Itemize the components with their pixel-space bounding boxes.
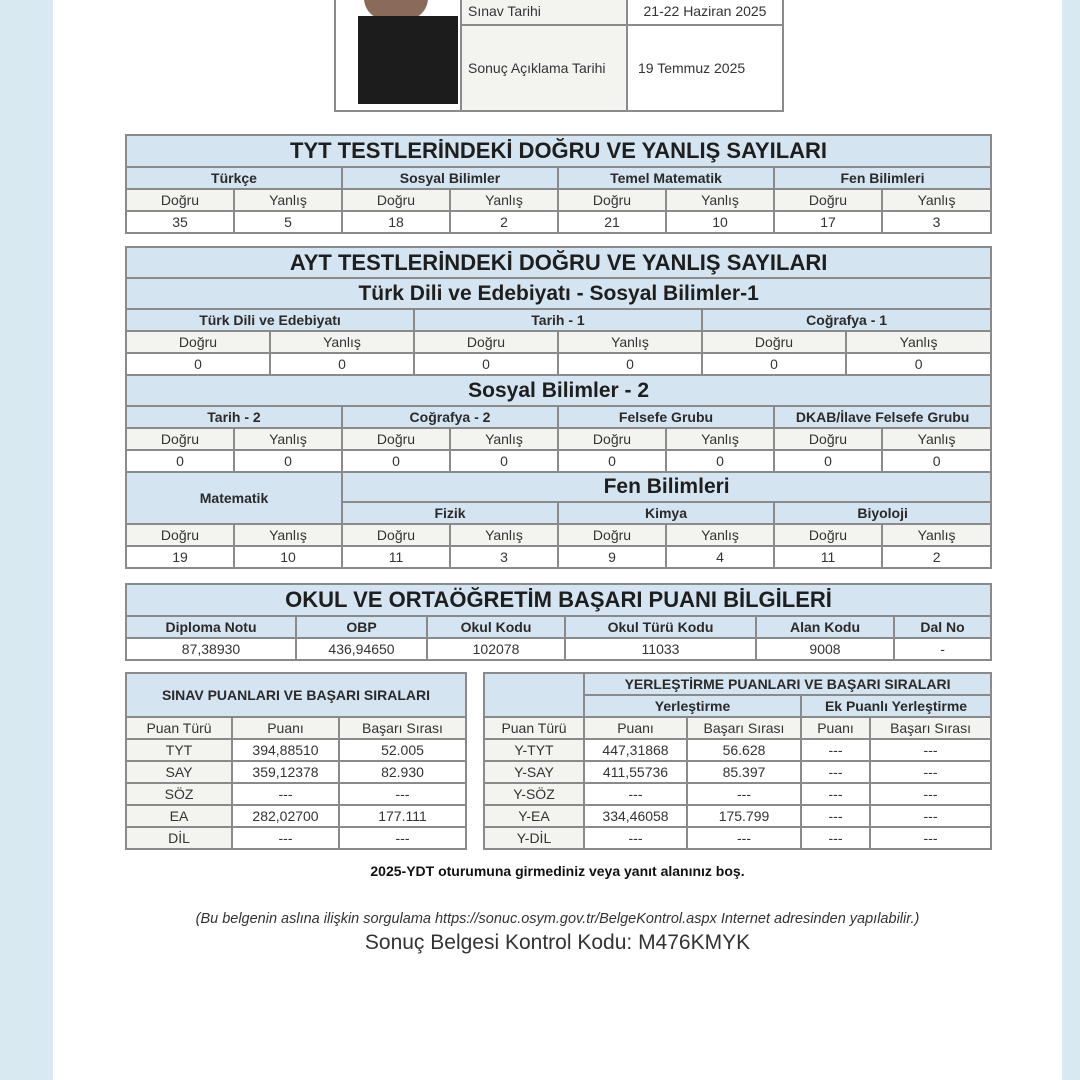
dogru-label: Doğru <box>342 428 450 450</box>
yanlis-label: Yanlış <box>450 428 558 450</box>
rank-value: --- <box>339 827 466 849</box>
ayt-subject-biyoloji: Biyoloji <box>774 502 991 524</box>
col-diploma-notu: Diploma Notu <box>126 616 296 638</box>
yanlis-label: Yanlış <box>666 524 774 546</box>
photo-redaction <box>358 16 458 104</box>
obp-value: 436,94650 <box>296 638 427 660</box>
exam-scores-title: SINAV PUANLARI VE BAŞARI SIRALARI <box>126 673 466 717</box>
ayt-felsefe-dogru: 0 <box>558 450 666 472</box>
table-row <box>126 827 466 849</box>
ayt-subject-matematik: Matematik <box>126 472 342 524</box>
ayt-tarih2-yanlis: 0 <box>234 450 342 472</box>
ayt-subject-cografya2: Coğrafya - 2 <box>342 406 558 428</box>
tyt-fen-dogru: 17 <box>774 211 882 233</box>
ayt-tarih1-dogru: 0 <box>414 353 558 375</box>
bonus-rank-value: --- <box>870 783 991 805</box>
table-row <box>126 761 466 783</box>
ayt-fizik-yanlis: 3 <box>450 546 558 568</box>
score-type: EA <box>126 805 232 827</box>
score-value: --- <box>584 783 687 805</box>
ayt-subject-fizik: Fizik <box>342 502 558 524</box>
exam-date-value: 21-22 Haziran 2025 <box>627 0 783 25</box>
col-ek-basari-sirasi: Başarı Sırası <box>870 717 991 739</box>
school-info-table <box>125 583 992 661</box>
exam-scores-table <box>125 672 467 850</box>
rank-value: 56.628 <box>687 739 801 761</box>
exam-info-table <box>334 0 784 112</box>
dogru-label: Doğru <box>414 331 558 353</box>
okul-turu-kodu-value: 11033 <box>565 638 756 660</box>
col-obp: OBP <box>296 616 427 638</box>
dogru-label: Doğru <box>126 524 234 546</box>
ayt-cografya2-yanlis: 0 <box>450 450 558 472</box>
tyt-subject-temel-matematik: Temel Matematik <box>558 167 774 189</box>
ayt-group2-title: Sosyal Bilimler - 2 <box>126 375 991 406</box>
table-row <box>484 805 991 827</box>
score-type: Y-EA <box>484 805 584 827</box>
dogru-label: Doğru <box>126 331 270 353</box>
score-type: SAY <box>126 761 232 783</box>
score-value: 334,46058 <box>584 805 687 827</box>
bonus-rank-value: --- <box>870 805 991 827</box>
score-value: --- <box>232 783 339 805</box>
tyt-fen-yanlis: 3 <box>882 211 991 233</box>
ayt-subject-tde: Türk Dili ve Edebiyatı <box>126 309 414 331</box>
rank-value: --- <box>687 783 801 805</box>
tyt-turkce-yanlis: 5 <box>234 211 342 233</box>
dogru-label: Doğru <box>342 524 450 546</box>
col-okul-kodu: Okul Kodu <box>427 616 565 638</box>
score-type: Y-SÖZ <box>484 783 584 805</box>
table-row <box>484 783 991 805</box>
candidate-photo <box>335 0 461 111</box>
rank-value: 52.005 <box>339 739 466 761</box>
col-puan-turu: Puan Türü <box>484 717 584 739</box>
ayt-subject-tarih2: Tarih - 2 <box>126 406 342 428</box>
dogru-label: Doğru <box>774 189 882 211</box>
alan-kodu-value: 9008 <box>756 638 894 660</box>
dogru-label: Doğru <box>558 189 666 211</box>
score-value: --- <box>232 827 339 849</box>
ayt-cografya2-dogru: 0 <box>342 450 450 472</box>
col-puani: Puanı <box>232 717 339 739</box>
col-dal-no: Dal No <box>894 616 991 638</box>
ayt-cografya1-yanlis: 0 <box>846 353 991 375</box>
placement-title: YERLEŞTİRME PUANLARI VE BAŞARI SIRALARI <box>584 673 991 695</box>
score-value: --- <box>584 827 687 849</box>
yanlis-label: Yanlış <box>270 331 414 353</box>
ayt-tarih1-yanlis: 0 <box>558 353 702 375</box>
bonus-rank-value: --- <box>870 761 991 783</box>
table-row <box>126 783 466 805</box>
ayt-dkab-dogru: 0 <box>774 450 882 472</box>
bonus-score-value: --- <box>801 827 870 849</box>
table-row <box>126 805 466 827</box>
ayt-kimya-dogru: 9 <box>558 546 666 568</box>
ayt-subject-dkab: DKAB/İlave Felsefe Grubu <box>774 406 991 428</box>
dogru-label: Doğru <box>558 524 666 546</box>
score-value: 282,02700 <box>232 805 339 827</box>
tyt-subject-fen: Fen Bilimleri <box>774 167 991 189</box>
rank-value: 82.930 <box>339 761 466 783</box>
col-ek-puani: Puanı <box>801 717 870 739</box>
dogru-label: Doğru <box>126 189 234 211</box>
ayt-subject-felsefe: Felsefe Grubu <box>558 406 774 428</box>
dogru-label: Doğru <box>342 189 450 211</box>
ayt-tde-yanlis: 0 <box>270 353 414 375</box>
score-type: TYT <box>126 739 232 761</box>
yanlis-label: Yanlış <box>234 524 342 546</box>
ayt-biyoloji-yanlis: 2 <box>882 546 991 568</box>
score-type: SÖZ <box>126 783 232 805</box>
table-row <box>484 761 991 783</box>
ayt-matematik-dogru: 19 <box>126 546 234 568</box>
yanlis-label: Yanlış <box>666 189 774 211</box>
yanlis-label: Yanlış <box>234 189 342 211</box>
score-value: 394,88510 <box>232 739 339 761</box>
yanlis-label: Yanlış <box>450 189 558 211</box>
dogru-label: Doğru <box>774 428 882 450</box>
yanlis-label: Yanlış <box>450 524 558 546</box>
ayt-subject-tarih1: Tarih - 1 <box>414 309 702 331</box>
dogru-label: Doğru <box>702 331 846 353</box>
ayt-matematik-yanlis: 10 <box>234 546 342 568</box>
rank-value: --- <box>339 783 466 805</box>
tyt-subject-sosyal: Sosyal Bilimler <box>342 167 558 189</box>
ayt-kimya-yanlis: 4 <box>666 546 774 568</box>
yanlis-label: Yanlış <box>882 428 991 450</box>
col-basari-sirasi: Başarı Sırası <box>687 717 801 739</box>
placement-scores-table <box>483 672 992 850</box>
tyt-table <box>125 134 992 234</box>
ayt-fen-title: Fen Bilimleri <box>342 472 991 502</box>
tyt-sosyal-yanlis: 2 <box>450 211 558 233</box>
score-value: 411,55736 <box>584 761 687 783</box>
bonus-score-value: --- <box>801 761 870 783</box>
ayt-subject-cografya1: Coğrafya - 1 <box>702 309 991 331</box>
tyt-title: TYT TESTLERİNDEKİ DOĞRU VE YANLIŞ SAYILARI <box>126 135 991 167</box>
ayt-title: AYT TESTLERİNDEKİ DOĞRU VE YANLIŞ SAYILARI <box>126 247 991 278</box>
score-type: DİL <box>126 827 232 849</box>
ayt-biyoloji-dogru: 11 <box>774 546 882 568</box>
score-type: Y-SAY <box>484 761 584 783</box>
tyt-subject-turkce: Türkçe <box>126 167 342 189</box>
yanlis-label: Yanlış <box>882 524 991 546</box>
ayt-fizik-dogru: 11 <box>342 546 450 568</box>
yanlis-label: Yanlış <box>234 428 342 450</box>
verification-note: (Bu belgenin aslına ilişkin sorgulama https://sonuc.osym.gov.tr/BelgeKontrol.aspx Internet adresinden yapılabilir.) <box>195 911 920 927</box>
rank-value: --- <box>687 827 801 849</box>
rank-value: 175.799 <box>687 805 801 827</box>
ayt-group1-title: Türk Dili ve Edebiyatı - Sosyal Bilimler-1 <box>126 278 991 309</box>
dogru-label: Doğru <box>558 428 666 450</box>
rank-value: 177.111 <box>339 805 466 827</box>
rank-value: 85.397 <box>687 761 801 783</box>
ayt-dkab-yanlis: 0 <box>882 450 991 472</box>
dal-no-value: - <box>894 638 991 660</box>
tyt-sosyal-dogru: 18 <box>342 211 450 233</box>
yanlis-label: Yanlış <box>846 331 991 353</box>
diploma-notu-value: 87,38930 <box>126 638 296 660</box>
okul-kodu-value: 102078 <box>427 638 565 660</box>
dogru-label: Doğru <box>126 428 234 450</box>
table-row <box>484 827 991 849</box>
placement-group-yerlestirme: Yerleştirme <box>584 695 801 717</box>
school-info-title: OKUL VE ORTAÖĞRETİM BAŞARI PUANI BİLGİLERİ <box>126 584 991 616</box>
score-type: Y-DİL <box>484 827 584 849</box>
score-value: 447,31868 <box>584 739 687 761</box>
placement-corner <box>484 673 584 717</box>
bonus-rank-value: --- <box>870 827 991 849</box>
score-type: Y-TYT <box>484 739 584 761</box>
col-puani: Puanı <box>584 717 687 739</box>
ydt-note: 2025-YDT oturumuna girmediniz veya yanıt alanınız boş. <box>370 863 745 879</box>
yanlis-label: Yanlış <box>882 189 991 211</box>
exam-date-label: Sınav Tarihi <box>461 0 627 25</box>
control-code: Sonuç Belgesi Kontrol Kodu: M476KMYK <box>364 931 751 954</box>
bonus-score-value: --- <box>801 805 870 827</box>
tyt-matematik-dogru: 21 <box>558 211 666 233</box>
bonus-rank-value: --- <box>870 739 991 761</box>
table-row <box>126 739 466 761</box>
ayt-table <box>125 246 992 569</box>
ayt-tde-dogru: 0 <box>126 353 270 375</box>
ayt-tarih2-dogru: 0 <box>126 450 234 472</box>
placement-group-ek-puanli: Ek Puanlı Yerleştirme <box>801 695 991 717</box>
score-value: 359,12378 <box>232 761 339 783</box>
tyt-turkce-dogru: 35 <box>126 211 234 233</box>
yanlis-label: Yanlış <box>558 331 702 353</box>
col-okul-turu-kodu: Okul Türü Kodu <box>565 616 756 638</box>
result-date-label: Sonuç Açıklama Tarihi <box>461 25 627 111</box>
dogru-label: Doğru <box>774 524 882 546</box>
ayt-subject-kimya: Kimya <box>558 502 774 524</box>
ayt-cografya1-dogru: 0 <box>702 353 846 375</box>
col-alan-kodu: Alan Kodu <box>756 616 894 638</box>
bonus-score-value: --- <box>801 739 870 761</box>
yanlis-label: Yanlış <box>666 428 774 450</box>
col-basari-sirasi: Başarı Sırası <box>339 717 466 739</box>
result-date-value: 19 Temmuz 2025 <box>627 25 783 111</box>
tyt-matematik-yanlis: 10 <box>666 211 774 233</box>
col-puan-turu: Puan Türü <box>126 717 232 739</box>
ayt-felsefe-yanlis: 0 <box>666 450 774 472</box>
table-row <box>484 739 991 761</box>
bonus-score-value: --- <box>801 783 870 805</box>
